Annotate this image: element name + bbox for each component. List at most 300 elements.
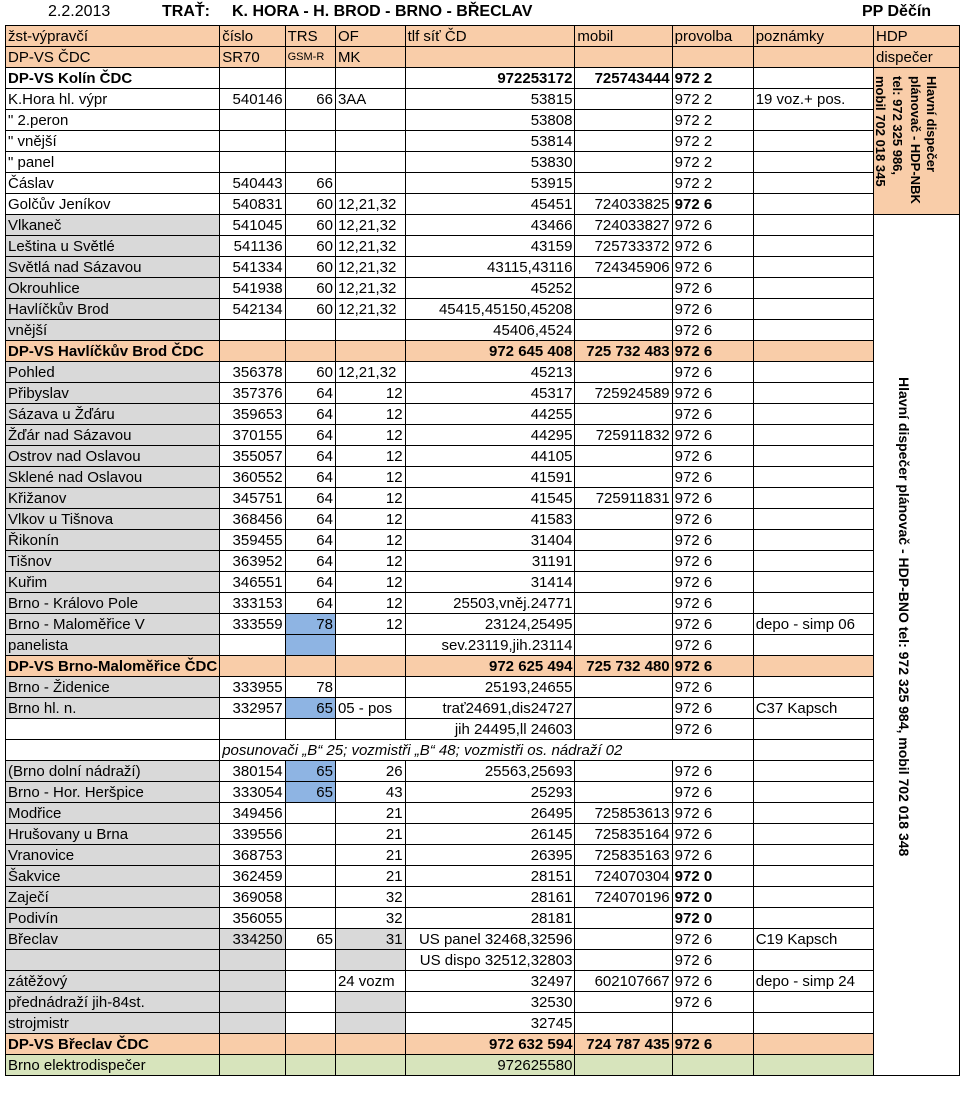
col-header: HDP xyxy=(874,26,960,47)
cell-trs: 64 xyxy=(285,530,335,551)
cell-mobil xyxy=(575,719,672,740)
cell-of xyxy=(335,1013,405,1034)
cell-tlf: 25503,vněj.24771 xyxy=(405,593,575,614)
cell-pozn xyxy=(753,131,873,152)
cell-of: 12,21,32 xyxy=(335,299,405,320)
cell-provolba: 972 6 xyxy=(672,530,753,551)
cell-of: 12 xyxy=(335,509,405,530)
cell-provolba: 972 2 xyxy=(672,173,753,194)
cell-tlf: 972 632 594 xyxy=(405,1034,575,1055)
table-row xyxy=(6,614,960,635)
cell-tlf: 44295 xyxy=(405,425,575,446)
cell-provolba: 972 6 xyxy=(672,383,753,404)
cell-provolba: 972 6 xyxy=(672,950,753,971)
cell-provolba: 972 0 xyxy=(672,887,753,908)
cell-mobil xyxy=(575,110,672,131)
cell-provolba: 972 6 xyxy=(672,761,753,782)
cell-pozn xyxy=(753,719,873,740)
table-row xyxy=(6,593,960,614)
cell-cislo: 339556 xyxy=(220,824,285,845)
table-row xyxy=(6,278,960,299)
col-header: žst-výpravčí xyxy=(6,26,220,47)
cell-name: Vlkov u Tišnova xyxy=(6,509,220,530)
cell-provolba: 972 2 xyxy=(672,110,753,131)
cell-cislo: 541334 xyxy=(220,257,285,278)
cell-mobil: 725 732 483 xyxy=(575,341,672,362)
table-row xyxy=(6,656,960,677)
cell-pozn xyxy=(753,593,873,614)
cell-of xyxy=(335,173,405,194)
cell-tlf: 45317 xyxy=(405,383,575,404)
table-row xyxy=(6,68,960,89)
cell-name: panelista xyxy=(6,635,220,656)
cell-provolba: 972 6 xyxy=(672,719,753,740)
cell-tlf: 28161 xyxy=(405,887,575,908)
cell-trs: 64 xyxy=(285,509,335,530)
cell-tlf: 25193,24655 xyxy=(405,677,575,698)
cell-of: 05 - pos xyxy=(335,698,405,719)
cell-trs: 60 xyxy=(285,236,335,257)
cell-tlf: 32530 xyxy=(405,992,575,1013)
table-row xyxy=(6,719,960,740)
col-header: mobil xyxy=(575,26,672,47)
table-row xyxy=(6,362,960,383)
cell-trs xyxy=(285,845,335,866)
cell-pozn xyxy=(753,803,873,824)
cell-mobil xyxy=(575,446,672,467)
col-header: SR70 xyxy=(220,47,285,68)
table-row xyxy=(6,824,960,845)
cell-name xyxy=(6,719,220,740)
cell-trs xyxy=(285,803,335,824)
table-row xyxy=(6,761,960,782)
cell-trs: 60 xyxy=(285,278,335,299)
cell-trs xyxy=(285,131,335,152)
cell-of xyxy=(335,110,405,131)
cell-tlf: 28151 xyxy=(405,866,575,887)
cell-name: Brno - Královo Pole xyxy=(6,593,220,614)
cell-tlf: 26495 xyxy=(405,803,575,824)
cell-mobil xyxy=(575,950,672,971)
cell-mobil xyxy=(575,299,672,320)
cell-pozn xyxy=(753,845,873,866)
cell-of: 12,21,32 xyxy=(335,236,405,257)
cell-trs xyxy=(285,866,335,887)
cell-provolba: 972 6 xyxy=(672,341,753,362)
cell-mobil xyxy=(575,551,672,572)
col-header: poznámky xyxy=(753,26,873,47)
cell-trs: 64 xyxy=(285,551,335,572)
cell-tlf: 28181 xyxy=(405,908,575,929)
cell-provolba: 972 0 xyxy=(672,908,753,929)
cell-cislo: 346551 xyxy=(220,572,285,593)
cell-trs: 64 xyxy=(285,488,335,509)
cell-provolba: 972 2 xyxy=(672,68,753,89)
cell-name: Brno hl. n. xyxy=(6,698,220,719)
cell-tlf: 45451 xyxy=(405,194,575,215)
cell-cislo: 541136 xyxy=(220,236,285,257)
cell-cislo: 349456 xyxy=(220,803,285,824)
cell-provolba: 972 6 xyxy=(672,845,753,866)
cell-mobil: 724033827 xyxy=(575,215,672,236)
cell-pozn xyxy=(753,173,873,194)
table-row xyxy=(6,1034,960,1055)
cell-name: vnější xyxy=(6,320,220,341)
cell-mobil: 725835164 xyxy=(575,824,672,845)
cell-provolba: 972 0 xyxy=(672,866,753,887)
cell-cislo: 542134 xyxy=(220,299,285,320)
cell-tlf: 53808 xyxy=(405,110,575,131)
cell-provolba: 972 6 xyxy=(672,236,753,257)
cell-provolba: 972 6 xyxy=(672,467,753,488)
cell-provolba: 972 6 xyxy=(672,992,753,1013)
cell-mobil: 725 732 480 xyxy=(575,656,672,677)
cell-name: DP-VS Havlíčkův Brod ČDC xyxy=(6,341,220,362)
cell-provolba: 972 6 xyxy=(672,404,753,425)
cell-pozn xyxy=(753,677,873,698)
cell-tlf: 972253172 xyxy=(405,68,575,89)
cell-trs: 60 xyxy=(285,299,335,320)
cell-pozn xyxy=(753,404,873,425)
route-label: TRAŤ: xyxy=(162,3,210,20)
cell-of: 12 xyxy=(335,530,405,551)
cell-of xyxy=(335,68,405,89)
cell-trs: 60 xyxy=(285,362,335,383)
cell-mobil: 602107667 xyxy=(575,971,672,992)
table-row xyxy=(6,425,960,446)
cell-mobil: 724 787 435 xyxy=(575,1034,672,1055)
table-row xyxy=(6,635,960,656)
cell-cislo: 333153 xyxy=(220,593,285,614)
cell-mobil xyxy=(575,320,672,341)
cell-of xyxy=(335,341,405,362)
cell-mobil xyxy=(575,635,672,656)
hdp-nbk-line: plánovač - HDP-NBK xyxy=(908,76,923,204)
cell-mobil xyxy=(575,677,672,698)
cell-name: Šakvice xyxy=(6,866,220,887)
cell-pozn xyxy=(753,992,873,1013)
table-row xyxy=(6,299,960,320)
cell-name: K.Hora hl. výpr xyxy=(6,89,220,110)
cell-tlf: 26145 xyxy=(405,824,575,845)
cell-cislo xyxy=(220,1055,285,1076)
cell-cislo: 368456 xyxy=(220,509,285,530)
cell-tlf: 53830 xyxy=(405,152,575,173)
cell-tlf: 23124,25495 xyxy=(405,614,575,635)
cell-provolba: 972 6 xyxy=(672,782,753,803)
cell-provolba: 972 6 xyxy=(672,278,753,299)
cell-trs xyxy=(285,1013,335,1034)
col-header: MK xyxy=(335,47,405,68)
cell-tlf: jih 24495,ll 24603 xyxy=(405,719,575,740)
cell-mobil xyxy=(575,698,672,719)
cell-tlf: trať24691,dis24727 xyxy=(405,698,575,719)
cell-pozn xyxy=(753,656,873,677)
cell-mobil xyxy=(575,782,672,803)
cell-cislo: 540443 xyxy=(220,173,285,194)
cell-of xyxy=(335,1034,405,1055)
cell-tlf: 32745 xyxy=(405,1013,575,1034)
cell-trs xyxy=(285,68,335,89)
cell-cislo xyxy=(220,110,285,131)
cell-mobil xyxy=(575,614,672,635)
cell-of: 12,21,32 xyxy=(335,215,405,236)
cell-mobil xyxy=(575,131,672,152)
table-row xyxy=(6,551,960,572)
cell-of: 21 xyxy=(335,845,405,866)
cell-tlf: 25293 xyxy=(405,782,575,803)
table-row xyxy=(6,971,960,992)
cell-provolba: 972 2 xyxy=(672,152,753,173)
table-row xyxy=(6,509,960,530)
cell-tlf: US panel 32468,32596 xyxy=(405,929,575,950)
cell-trs: 64 xyxy=(285,446,335,467)
cell-provolba: 972 2 xyxy=(672,89,753,110)
hdp-bno-cell xyxy=(874,215,960,1076)
cell-cislo: 334250 xyxy=(220,929,285,950)
cell-mobil: 725835163 xyxy=(575,845,672,866)
cell-mobil xyxy=(575,404,672,425)
table-row xyxy=(6,1013,960,1034)
cell-trs: 64 xyxy=(285,467,335,488)
cell-pozn xyxy=(753,299,873,320)
cell-trs: 65 xyxy=(285,761,335,782)
cell-mobil xyxy=(575,467,672,488)
table-row xyxy=(6,320,960,341)
cell-mobil: 725911832 xyxy=(575,425,672,446)
cell-name: Vlkaneč xyxy=(6,215,220,236)
cell-cislo xyxy=(220,1034,285,1055)
col-header: číslo xyxy=(220,26,285,47)
hdp-nbk-line: tel: 972 325 986, xyxy=(890,76,905,176)
cell-trs xyxy=(285,992,335,1013)
cell-cislo xyxy=(220,341,285,362)
cell-mobil xyxy=(575,362,672,383)
route-name: K. HORA - H. BROD - BRNO - BŘECLAV xyxy=(232,3,533,20)
cell-name: Světlá nad Sázavou xyxy=(6,257,220,278)
cell-tlf: 43159 xyxy=(405,236,575,257)
table-row xyxy=(6,845,960,866)
cell-name: Ostrov nad Oslavou xyxy=(6,446,220,467)
cell-provolba: 972 6 xyxy=(672,425,753,446)
cell-name: Havlíčkův Brod xyxy=(6,299,220,320)
cell-cislo xyxy=(220,152,285,173)
cell-trs: 60 xyxy=(285,194,335,215)
cell-cislo: 540146 xyxy=(220,89,285,110)
cell-mobil: 725743444 xyxy=(575,68,672,89)
cell-mobil xyxy=(575,278,672,299)
cell-name: Brno - Hor. Heršpice xyxy=(6,782,220,803)
cell-trs xyxy=(285,320,335,341)
hdp-nbk-line: Hlavní dispečer xyxy=(924,76,939,173)
cell-pozn xyxy=(753,215,873,236)
cell-of xyxy=(335,992,405,1013)
cell-of: 21 xyxy=(335,803,405,824)
cell-of xyxy=(335,131,405,152)
cell-pozn xyxy=(753,887,873,908)
cell-trs: 64 xyxy=(285,425,335,446)
cell-name: Brno - Maloměřice V xyxy=(6,614,220,635)
table-row xyxy=(6,131,960,152)
cell-of xyxy=(335,320,405,341)
cell-trs xyxy=(285,971,335,992)
cell-of: 12 xyxy=(335,551,405,572)
cell-name: Modřice xyxy=(6,803,220,824)
col-header: tlf síť ČD xyxy=(405,26,575,47)
col-header: dispečer xyxy=(874,47,960,68)
cell-trs xyxy=(285,950,335,971)
cell-mobil: 724070196 xyxy=(575,887,672,908)
cell-trs: 64 xyxy=(285,593,335,614)
cell-provolba: 972 6 xyxy=(672,257,753,278)
cell-of: 43 xyxy=(335,782,405,803)
cell-name: " panel xyxy=(6,152,220,173)
cell-cislo: 355057 xyxy=(220,446,285,467)
cell-name: DP-VS Brno-Maloměřice ČDC xyxy=(6,656,220,677)
cell-cislo: 370155 xyxy=(220,425,285,446)
cell-provolba: 972 6 xyxy=(672,593,753,614)
cell-mobil: 724070304 xyxy=(575,866,672,887)
table-row xyxy=(6,173,960,194)
cell-tlf: 972 645 408 xyxy=(405,341,575,362)
table-row xyxy=(6,698,960,719)
cell-tlf: 45252 xyxy=(405,278,575,299)
cell-name: Pohled xyxy=(6,362,220,383)
table-row xyxy=(6,194,960,215)
cell-tlf: 26395 xyxy=(405,845,575,866)
cell-pozn xyxy=(753,572,873,593)
cell-of: 12 xyxy=(335,446,405,467)
header-row-2 xyxy=(6,47,960,68)
cell-cislo: 541045 xyxy=(220,215,285,236)
cell-pozn xyxy=(753,152,873,173)
table-row xyxy=(6,236,960,257)
cell-cislo: 345751 xyxy=(220,488,285,509)
cell-pozn xyxy=(753,866,873,887)
col-header: OF xyxy=(335,26,405,47)
cell-provolba: 972 6 xyxy=(672,1034,753,1055)
cell-tlf: 41591 xyxy=(405,467,575,488)
cell-trs: 66 xyxy=(285,89,335,110)
cell-cislo: 356378 xyxy=(220,362,285,383)
cell-cislo xyxy=(220,992,285,1013)
cell-of: 12 xyxy=(335,593,405,614)
cell-cislo: 333559 xyxy=(220,614,285,635)
cell-name: Leština u Světlé xyxy=(6,236,220,257)
cell-mobil xyxy=(575,152,672,173)
cell-name: zátěžový xyxy=(6,971,220,992)
table-row xyxy=(6,1055,960,1076)
cell-of xyxy=(335,719,405,740)
cell-pozn xyxy=(753,320,873,341)
table-row xyxy=(6,257,960,278)
cell-name: Hrušovany u Brna xyxy=(6,824,220,845)
cell-provolba: 972 6 xyxy=(672,488,753,509)
cell-pozn xyxy=(753,1013,873,1034)
cell-tlf: 31404 xyxy=(405,530,575,551)
cell-of: 12,21,32 xyxy=(335,257,405,278)
cell-provolba: 972 6 xyxy=(672,698,753,719)
cell-mobil xyxy=(575,593,672,614)
cell-provolba: 972 6 xyxy=(672,299,753,320)
cell-pozn xyxy=(753,278,873,299)
cell-of xyxy=(335,656,405,677)
cell-provolba: 972 6 xyxy=(672,677,753,698)
cell-provolba: 972 6 xyxy=(672,656,753,677)
cell-of: 12 xyxy=(335,425,405,446)
cell-tlf: 43115,43116 xyxy=(405,257,575,278)
cell-trs xyxy=(285,341,335,362)
table-row xyxy=(6,992,960,1013)
cell-pozn xyxy=(753,551,873,572)
cell-mobil xyxy=(575,929,672,950)
table-row xyxy=(6,383,960,404)
cell-pozn xyxy=(753,824,873,845)
cell-pozn xyxy=(753,1034,873,1055)
cell-cislo: 360552 xyxy=(220,467,285,488)
cell-of: 12 xyxy=(335,572,405,593)
cell-mobil xyxy=(575,509,672,530)
hdp-nbk-note xyxy=(870,76,944,203)
cell-name xyxy=(6,950,220,971)
cell-cislo: 359455 xyxy=(220,530,285,551)
hdp-bno-note: Hlavní dispečer plánovač - HDP-BNO tel: 972 325 984, mobil 702 018 348 xyxy=(896,377,912,857)
cell-trs: 60 xyxy=(285,215,335,236)
cell-mobil xyxy=(575,1013,672,1034)
cell-of: 12 xyxy=(335,614,405,635)
table-row xyxy=(6,866,960,887)
date-text: 2.2.2013 xyxy=(48,3,111,20)
cell-of: 12 xyxy=(335,467,405,488)
cell-of: 32 xyxy=(335,887,405,908)
cell-provolba: 972 6 xyxy=(672,929,753,950)
posun-note: posunovači „B“ 25; vozmistři „B“ 48; vozmistři os. nádraží 02 xyxy=(220,740,753,761)
cell-pozn xyxy=(753,950,873,971)
cell-provolba: 972 6 xyxy=(672,446,753,467)
cell-provolba: 972 6 xyxy=(672,362,753,383)
cell-of: 12 xyxy=(335,488,405,509)
cell-mobil: 725924589 xyxy=(575,383,672,404)
table-row xyxy=(6,908,960,929)
cell-cislo: 333054 xyxy=(220,782,285,803)
cell-mobil xyxy=(575,572,672,593)
cell-mobil xyxy=(575,908,672,929)
cell-name: Vranovice xyxy=(6,845,220,866)
cell-name: Přibyslav xyxy=(6,383,220,404)
col-header: GSM-R xyxy=(285,47,335,68)
cell-pozn: depo - simp 06 xyxy=(753,614,873,635)
cell-tlf: 31191 xyxy=(405,551,575,572)
cell-provolba: 972 6 xyxy=(672,572,753,593)
cell-trs xyxy=(285,1034,335,1055)
cell-cislo xyxy=(220,719,285,740)
header-row-1 xyxy=(6,26,960,47)
cell-pozn xyxy=(753,425,873,446)
cell-name: Sázava u Žďáru xyxy=(6,404,220,425)
cell-provolba: 972 2 xyxy=(672,131,753,152)
cell-cislo: 540831 xyxy=(220,194,285,215)
cell-trs: 64 xyxy=(285,383,335,404)
cell-pozn xyxy=(753,236,873,257)
cell-name: Okrouhlice xyxy=(6,278,220,299)
cell-trs xyxy=(285,824,335,845)
table-row xyxy=(6,803,960,824)
cell-cislo xyxy=(220,971,285,992)
cell-tlf: 25563,25693 xyxy=(405,761,575,782)
cell-tlf: 44255 xyxy=(405,404,575,425)
cell-name: Zaječí xyxy=(6,887,220,908)
cell-cislo: 357376 xyxy=(220,383,285,404)
